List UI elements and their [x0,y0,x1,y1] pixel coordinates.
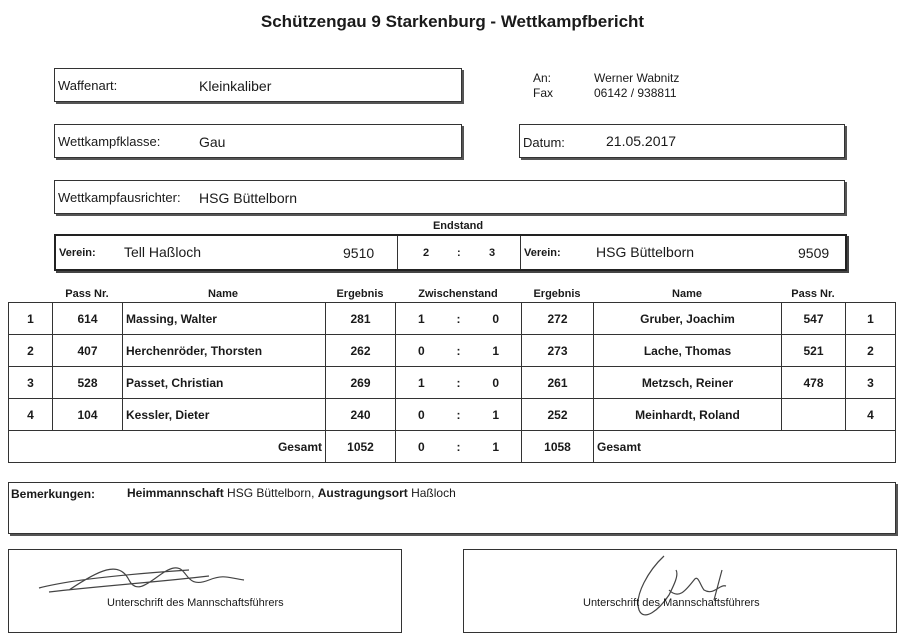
name-right: Gruber, Joachim [594,303,782,335]
ausrichter-value: HSG Büttelborn [199,190,298,206]
gesamt-z-left: 0 [418,439,425,454]
table-row [9,367,896,399]
waffenart-box [54,68,462,102]
zwischenstand [396,367,522,399]
table-row [9,335,896,367]
endstand-score-cell [397,236,521,269]
z-colon: : [456,311,461,326]
ergebnis-left: 269 [326,367,396,399]
name-left: Herchenröder, Thorsten [123,335,326,367]
row-number-right: 1 [846,303,896,335]
z-right: 1 [492,343,499,358]
gesamt-row [9,431,896,463]
z-colon: : [456,375,461,390]
header-name-right: Name [672,288,702,300]
bemerkungen-part3: Austragungsort [317,486,408,500]
z-left: 1 [418,311,425,326]
an-value: Werner Wabnitz [594,71,680,85]
header-pass-left: Pass Nr. [65,288,109,300]
wettkampfklasse-label: Wettkampfklasse: [58,134,161,149]
z-colon: : [456,407,461,422]
results-table [8,302,896,463]
z-right: 1 [492,407,499,422]
name-right: Metzsch, Reiner [594,367,782,399]
page-title: Schützengau 9 Starkenburg - Wettkampfbericht [260,12,645,31]
table-row [9,399,896,431]
z-right: 0 [492,375,499,390]
row-number: 1 [9,303,53,335]
bemerkungen-part1: Heimmannschaft [127,486,224,500]
zwischenstand [396,399,522,431]
zwischenstand [396,303,522,335]
pass-right: 521 [782,335,846,367]
gesamt-ergebnis-right: 1058 [522,431,594,463]
ergebnis-left: 281 [326,303,396,335]
zwischenstand [396,335,522,367]
an-label: An: [533,71,552,85]
ausrichter-box [54,180,845,214]
pass-left: 104 [53,399,123,431]
right-verein-label: Verein: [524,247,561,259]
row-number: 3 [9,367,53,399]
row-number-right: 3 [846,367,896,399]
datum-label: Datum: [523,135,565,150]
fax-value: 06142 / 938811 [594,86,677,100]
z-left: 0 [418,343,425,358]
endstand-score-right: 3 [489,247,496,259]
header-zwischenstand: Zwischenstand [418,288,498,300]
gesamt-z-right: 1 [492,439,499,454]
wettkampfklasse-value: Gau [199,134,226,150]
bemerkungen-label: Bemerkungen: [11,487,96,501]
bemerkungen-part2: HSG Büttelborn, [223,486,318,500]
fax-label: Fax [533,86,554,100]
header-ergebnis-left: Ergebnis [336,288,384,300]
z-left: 0 [418,407,425,422]
bemerkungen-text [127,486,456,500]
endstand-colon: : [457,247,461,259]
gesamt-ergebnis-left: 1052 [326,431,396,463]
ergebnis-right: 272 [522,303,594,335]
left-verein-label: Verein: [59,247,96,259]
ergebnis-right: 252 [522,399,594,431]
endstand-label: Endstand [432,220,484,232]
endstand-score-left: 2 [423,247,430,259]
z-right: 0 [492,311,499,326]
z-colon: : [456,343,461,358]
z-left: 1 [418,375,425,390]
ausrichter-label: Wettkampfausrichter: [58,190,181,205]
pass-right: 547 [782,303,846,335]
wettkampfklasse-box [54,124,462,158]
datum-box [519,124,845,158]
row-number-right: 2 [846,335,896,367]
left-verein-total: 9510 [343,245,375,261]
pass-right: 478 [782,367,846,399]
pass-right [782,399,846,431]
ergebnis-right: 261 [522,367,594,399]
header-name-left: Name [208,288,238,300]
row-number: 4 [9,399,53,431]
table-row [9,303,896,335]
gesamt-z-colon: : [456,439,461,454]
pass-left: 407 [53,335,123,367]
ergebnis-left: 262 [326,335,396,367]
datum-value: 21.05.2017 [606,133,677,149]
name-left: Passet, Christian [123,367,326,399]
waffenart-label: Waffenart: [58,78,118,93]
signature-right-scribble [464,550,896,632]
name-right: Meinhardt, Roland [594,399,782,431]
waffenart-value: Kleinkaliber [199,78,272,94]
endstand-box [54,234,847,271]
signature-left-box [8,549,402,633]
pass-left: 528 [53,367,123,399]
left-verein-name: Tell Haßloch [124,244,202,260]
signature-left-scribble [9,550,401,632]
name-right: Lache, Thomas [594,335,782,367]
signature-right-label: Unterschrift des Mannschaftsführers [583,597,760,609]
ergebnis-left: 240 [326,399,396,431]
header-ergebnis-right: Ergebnis [533,288,581,300]
gesamt-label-left: Gesamt [9,431,326,463]
bemerkungen-box [8,482,896,534]
bemerkungen-part4: Haßloch [407,486,456,500]
signature-right-box [463,549,897,633]
right-verein-total: 9509 [798,245,830,261]
ergebnis-right: 273 [522,335,594,367]
row-number-right: 4 [846,399,896,431]
gesamt-label-right: Gesamt [594,431,896,463]
gesamt-zwischenstand [396,431,522,463]
signature-left-label: Unterschrift des Mannschaftsführers [107,597,284,609]
name-left: Kessler, Dieter [123,399,326,431]
row-number: 2 [9,335,53,367]
name-left: Massing, Walter [123,303,326,335]
pass-left: 614 [53,303,123,335]
right-verein-name: HSG Büttelborn [596,244,695,260]
header-pass-right: Pass Nr. [791,288,835,300]
